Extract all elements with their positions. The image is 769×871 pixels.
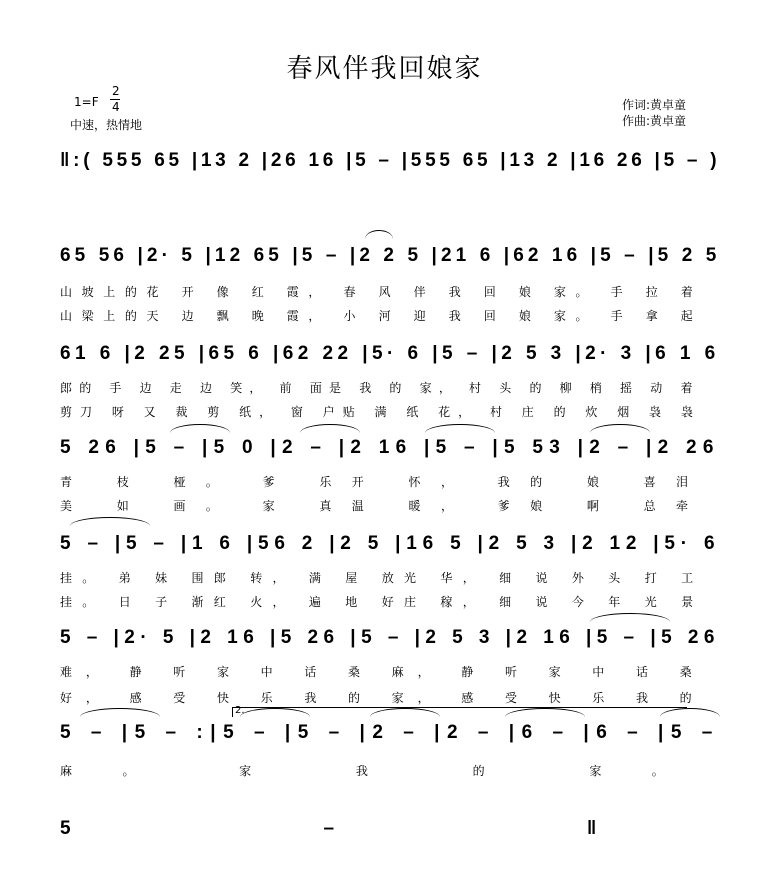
tie-arc — [300, 424, 360, 433]
tempo-marking: 中速，热情地 — [70, 118, 143, 132]
tie-arc — [590, 613, 670, 622]
notation-line-8: 5 – ‖ — [60, 818, 721, 839]
lyricist-credit: 作词:黄卓童 — [622, 98, 687, 112]
volta-bracket — [232, 707, 687, 708]
lyric-verse-1: 挂。 弟 妹 围郎 转， 满 屋 放光 华， 细 说 外 头 打 工 — [60, 571, 704, 585]
lyric-verse-2: 山梁上的天 边 飘 晚 霞， 小 河 迎 我 回 娘 家。 手 拿 起 — [60, 309, 703, 323]
time-signature-rule — [110, 99, 120, 100]
tie-arc — [370, 708, 440, 717]
tie-arc — [425, 424, 495, 433]
tie-arc — [365, 230, 393, 239]
lyric-verse-1: 麻。 家 我 的 家。 — [60, 764, 715, 778]
tie-arc — [590, 424, 650, 433]
tie-arc — [70, 517, 150, 526]
lyric-verse-2: 美 如 画。 家 真温 暖， 爹娘 啊 总牵 — [60, 499, 709, 513]
composer-credit: 作曲:黄卓童 — [622, 114, 687, 128]
lyric-verse-1: 山坡上的花 开 像 红 霞， 春 风 伴 我 回 娘 家。 手 拉 着 — [60, 285, 703, 299]
notation-line-5: 5 – |5 – |1 6 |56 2 |2 5 |16 5 |2 5 3 |2 12 |5· 6 — [60, 533, 721, 554]
tie-arc — [170, 424, 230, 433]
lyric-verse-2: 挂。 日 子 渐红 火， 遍 地 好庄 稼， 细 说 今 年 光 景 — [60, 595, 704, 609]
lyric-verse-2: 剪刀 呀 又 裁 剪 纸， 窗 户贴 满 纸 花， 村 庄 的 炊 烟 袅 袅 — [60, 405, 701, 419]
volta-label: 2. — [235, 705, 245, 716]
tie-arc — [660, 708, 720, 717]
key-signature: 1=F — [74, 95, 99, 109]
volta-bracket-start — [232, 707, 233, 717]
tie-arc — [80, 708, 160, 717]
lyric-verse-1: 难， 静 听 家 中 话 桑 麻， 静 听 家 中 话 桑 — [60, 665, 706, 679]
notation-line-6: 5 – |2· 5 |2 16 |5 26 |5 – |2 5 3 |2 16 |5 – |5 26 — [60, 627, 720, 648]
notation-line-1: ‖:( 555 65 |13 2 |26 16 |5 – |555 65 |13 2 |16 26 |5 – ) — [60, 150, 721, 171]
lyric-verse-1: 青 枝 桠。 爹 乐开 怀， 我的 娘 喜泪 — [60, 475, 709, 489]
tie-arc — [505, 708, 585, 717]
notation-line-3: 61 6 |2 25 |65 6 |62 22 |5· 6 |5 – |2 5 3 |2· 3 |6 1 6 — [60, 343, 720, 364]
song-title: 春风伴我回娘家 — [286, 54, 483, 84]
notation-line-4: 5 26 |5 – |5 0 |2 – |2 16 |5 – |5 53 |2 – |2 26 — [60, 437, 720, 458]
tie-arc — [240, 708, 310, 717]
lyric-verse-2: 好， 感 受 快 乐 我 的 家， 感 受 快 乐 我 的 — [60, 691, 706, 705]
notation-line-2: 65 56 |2· 5 |12 65 |5 – |2 2 5 |21 6 |62 16 |5 – |5 2 5 — [60, 245, 721, 266]
time-signature-bottom: 4 — [112, 100, 120, 114]
notation-line-7: 5 – |5 – :|5 – |5 – |2 – |2 – |6 – |6 – |5 – — [60, 722, 720, 743]
lyric-verse-1: 郎的 手 边 走 边 笑， 前 面是 我 的 家， 村 头 的 柳 梢 摇 动 着 — [60, 381, 700, 395]
time-signature-top: 2 — [112, 84, 120, 98]
